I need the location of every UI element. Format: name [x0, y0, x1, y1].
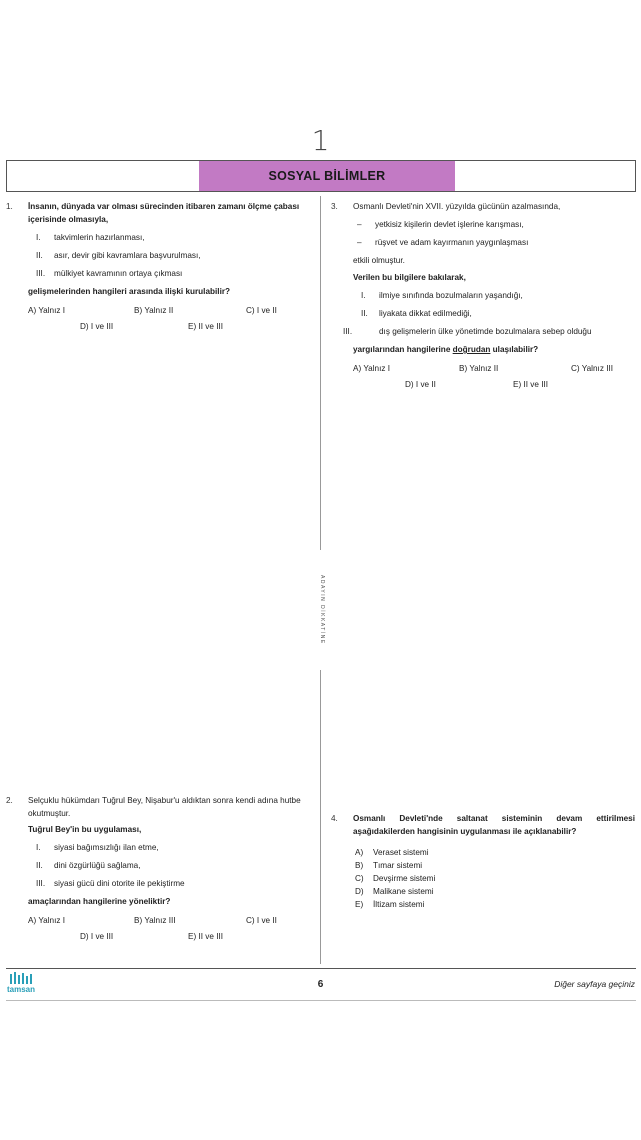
option-d[interactable]: D) I ve III — [80, 322, 114, 331]
header-left-border — [6, 161, 7, 191]
option-c[interactable]: C) Devşirme sistemi — [355, 874, 436, 883]
option-e[interactable]: E) II ve III — [513, 380, 549, 389]
option-a[interactable]: A) Veraset sistemi — [355, 848, 429, 857]
dash-item: – yetkisiz kişilerin devlet işlerine karışması, — [357, 220, 524, 229]
roman-item: II. liyakata dikkat edilmediği, — [361, 309, 472, 318]
option-b[interactable]: B) Yalnız II — [459, 364, 499, 373]
question-stem: Selçuklu hükümdarı Tuğrul Bey, Nişabur'u aldıktan sonra kendi adına hutbe okutmuştur. — [28, 796, 301, 818]
option-c[interactable]: C) I ve II — [246, 916, 277, 925]
roman-item: II. asır, devir gibi kavramlara başvurulması, — [36, 251, 201, 260]
question-2 — [6, 794, 312, 948]
divider-note: ADAYIN DİKKATİNE — [315, 550, 325, 670]
option-e[interactable]: E) II ve III — [188, 932, 224, 941]
option-b[interactable]: B) Yalnız II — [134, 306, 174, 315]
question-prompt: yargılarından hangilerine doğrudan ulaşılabilir? — [353, 345, 539, 354]
question-lead: Tuğrul Bey'in bu uygulaması, — [28, 825, 142, 834]
answer-options — [28, 304, 312, 338]
publisher-logo-text: tamsan — [7, 985, 36, 994]
question-number: 4. — [331, 814, 338, 823]
question-3 — [331, 200, 635, 396]
footer-rule — [6, 968, 636, 969]
option-e[interactable]: E) İltizam sistemi — [355, 900, 425, 909]
option-e[interactable]: E) II ve III — [188, 322, 224, 331]
option-c[interactable]: C) Yalnız III — [571, 364, 614, 373]
roman-item: I. ilmiye sınıfında bozulmaların yaşandığı, — [361, 291, 523, 300]
option-c[interactable]: C) I ve II — [246, 306, 277, 315]
answer-options — [353, 846, 635, 911]
question-number: 2. — [6, 796, 13, 805]
question-lead: Verilen bu bilgilere bakılarak, — [353, 273, 466, 282]
question-stem: Osmanlı Devleti'nde saltanat sisteminin devam ettirilmesi aşağıdakilerden hangisinin uygulanması ile açıklanabilir? — [353, 814, 635, 836]
next-page-note: Diğer sayfaya geçiniz — [554, 979, 635, 989]
option-d[interactable]: D) I ve II — [405, 380, 436, 389]
question-stem: İnsanın, dünyada var olması sürecinden itibaren zamanı ölçme çabası içerisinde olmasıyla, — [28, 202, 300, 224]
question-number: 1. — [6, 202, 13, 211]
roman-item: III. dış gelişmelerin ülke yönetimde bozulmalara sebep olduğu — [343, 327, 592, 336]
footer-bottom-rule — [6, 1000, 636, 1001]
option-d[interactable]: D) Malikane sistemi — [355, 887, 434, 896]
roman-item: I. siyasi bağımsızlığı ilan etme, — [36, 843, 159, 852]
page-number: 6 — [317, 979, 324, 990]
booklet-number: 1 — [311, 124, 330, 157]
option-a[interactable]: A) Yalnız I — [28, 916, 66, 925]
question-prompt: gelişmelerinden hangileri arasında ilişki kurulabilir? — [28, 287, 231, 296]
option-b[interactable]: B) Tımar sistemi — [355, 861, 423, 870]
stem-continuation: etkili olmuştur. — [353, 256, 405, 265]
answer-options — [353, 362, 635, 396]
option-b[interactable]: B) Yalnız III — [134, 916, 176, 925]
question-4 — [331, 812, 635, 911]
section-title: SOSYAL BİLİMLER — [199, 161, 455, 191]
question-1 — [6, 200, 312, 338]
roman-item: III. mülkiyet kavramının ortaya çıkması — [36, 269, 183, 278]
option-d[interactable]: D) I ve III — [80, 932, 114, 941]
header-right-border — [635, 161, 636, 191]
answer-options — [28, 914, 312, 948]
option-a[interactable]: A) Yalnız I — [353, 364, 391, 373]
question-number: 3. — [331, 202, 338, 211]
roman-item: I. takvimlerin hazırlanması, — [36, 233, 145, 242]
option-a[interactable]: A) Yalnız I — [28, 306, 66, 315]
section-header — [6, 160, 636, 192]
dash-item: – rüşvet ve adam kayırmanın yaygınlaşması — [357, 238, 529, 247]
roman-item: II. dini özgürlüğü sağlama, — [36, 861, 141, 870]
roman-item: III. siyasi gücü dini otorite ile pekiştirme — [36, 879, 185, 888]
question-stem: Osmanlı Devleti'nin XVII. yüzyılda gücünün azalmasında, — [353, 202, 561, 211]
question-prompt: amaçlarından hangilerine yöneliktir? — [28, 897, 171, 906]
